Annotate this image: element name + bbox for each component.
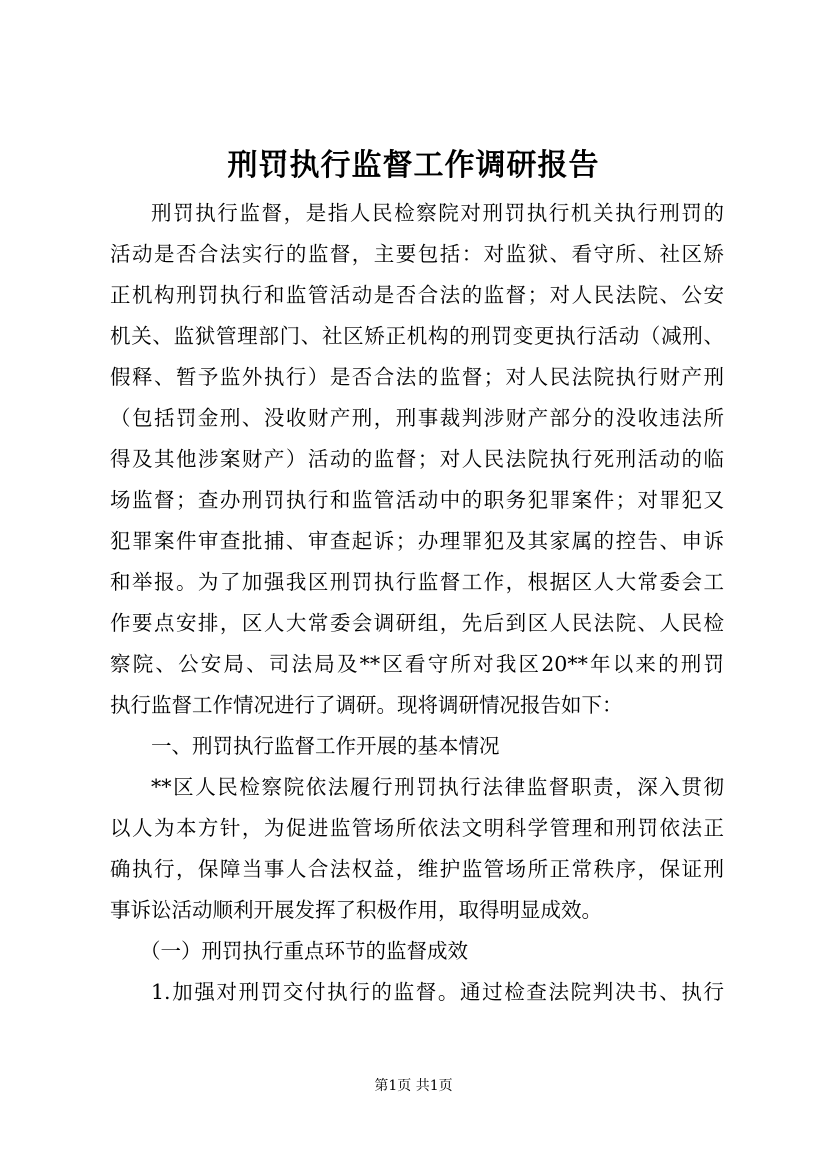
paragraph-line: 假释、暂予监外执行）是否合法的监督；对人民法院执行财产刑 — [110, 365, 724, 389]
paragraph-line: 和举报。为了加强我区刑罚执行监督工作，根据区人大常委会工 — [110, 570, 724, 594]
paragraph-line: 活动是否合法实行的监督，主要包括：对监狱、看守所、社区矫 — [110, 242, 724, 266]
paragraph-line: 确执行，保障当事人合法权益，维护监管场所正常秩序，保证刑 — [110, 857, 724, 881]
paragraph-line: 执行监督工作情况进行了调研。现将调研情况报告如下： — [110, 693, 623, 717]
document-title: 刑罚执行监督工作调研报告 — [227, 148, 600, 183]
paragraph-line: 作要点安排，区人大常委会调研组，先后到区人民法院、人民检 — [110, 611, 724, 635]
paragraph-line: **区人民检察院依法履行刑罚执行法律监督职责，深入贯彻 — [151, 775, 724, 799]
paragraph-line: 察院、公安局、司法局及**区看守所对我区20**年以来的刑罚 — [110, 652, 724, 676]
paragraph-line: 场监督；查办刑罚执行和监管活动中的职务犯罪案件；对罪犯又 — [110, 488, 724, 512]
paragraph-line: 以人为本方针，为促进监管场所依法文明科学管理和刑罚依法正 — [110, 816, 724, 840]
paragraph-line: 1.加强对刑罚交付执行的监督。通过检查法院判决书、执行 — [151, 980, 724, 1004]
paragraph-line: 正机构刑罚执行和监管活动是否合法的监督；对人民法院、公安 — [110, 283, 724, 307]
section-heading: 一、刑罚执行监督工作开展的基本情况 — [151, 734, 500, 758]
paragraph-line: 犯罪案件审查批捕、审查起诉；办理罪犯及其家属的控告、申诉 — [110, 529, 724, 553]
paragraph-line: 刑罚执行监督，是指人民检察院对刑罚执行机关执行刑罚的 — [151, 201, 724, 225]
paragraph-line: 得及其他涉案财产）活动的监督；对人民法院执行死刑活动的临 — [110, 447, 724, 471]
page-number: 第1页 共1页 — [374, 1078, 453, 1094]
paragraph-line: （包括罚金刑、没收财产刑，刑事裁判涉财产部分的没收违法所 — [110, 406, 724, 430]
paragraph-line: 事诉讼活动顺利开展发挥了积极作用，取得明显成效。 — [110, 898, 602, 922]
subsection-heading: （一）刑罚执行重点环节的监督成效 — [140, 939, 468, 963]
paragraph-line: 机关、监狱管理部门、社区矫正机构的刑罚变更执行活动（减刑、 — [110, 324, 724, 348]
